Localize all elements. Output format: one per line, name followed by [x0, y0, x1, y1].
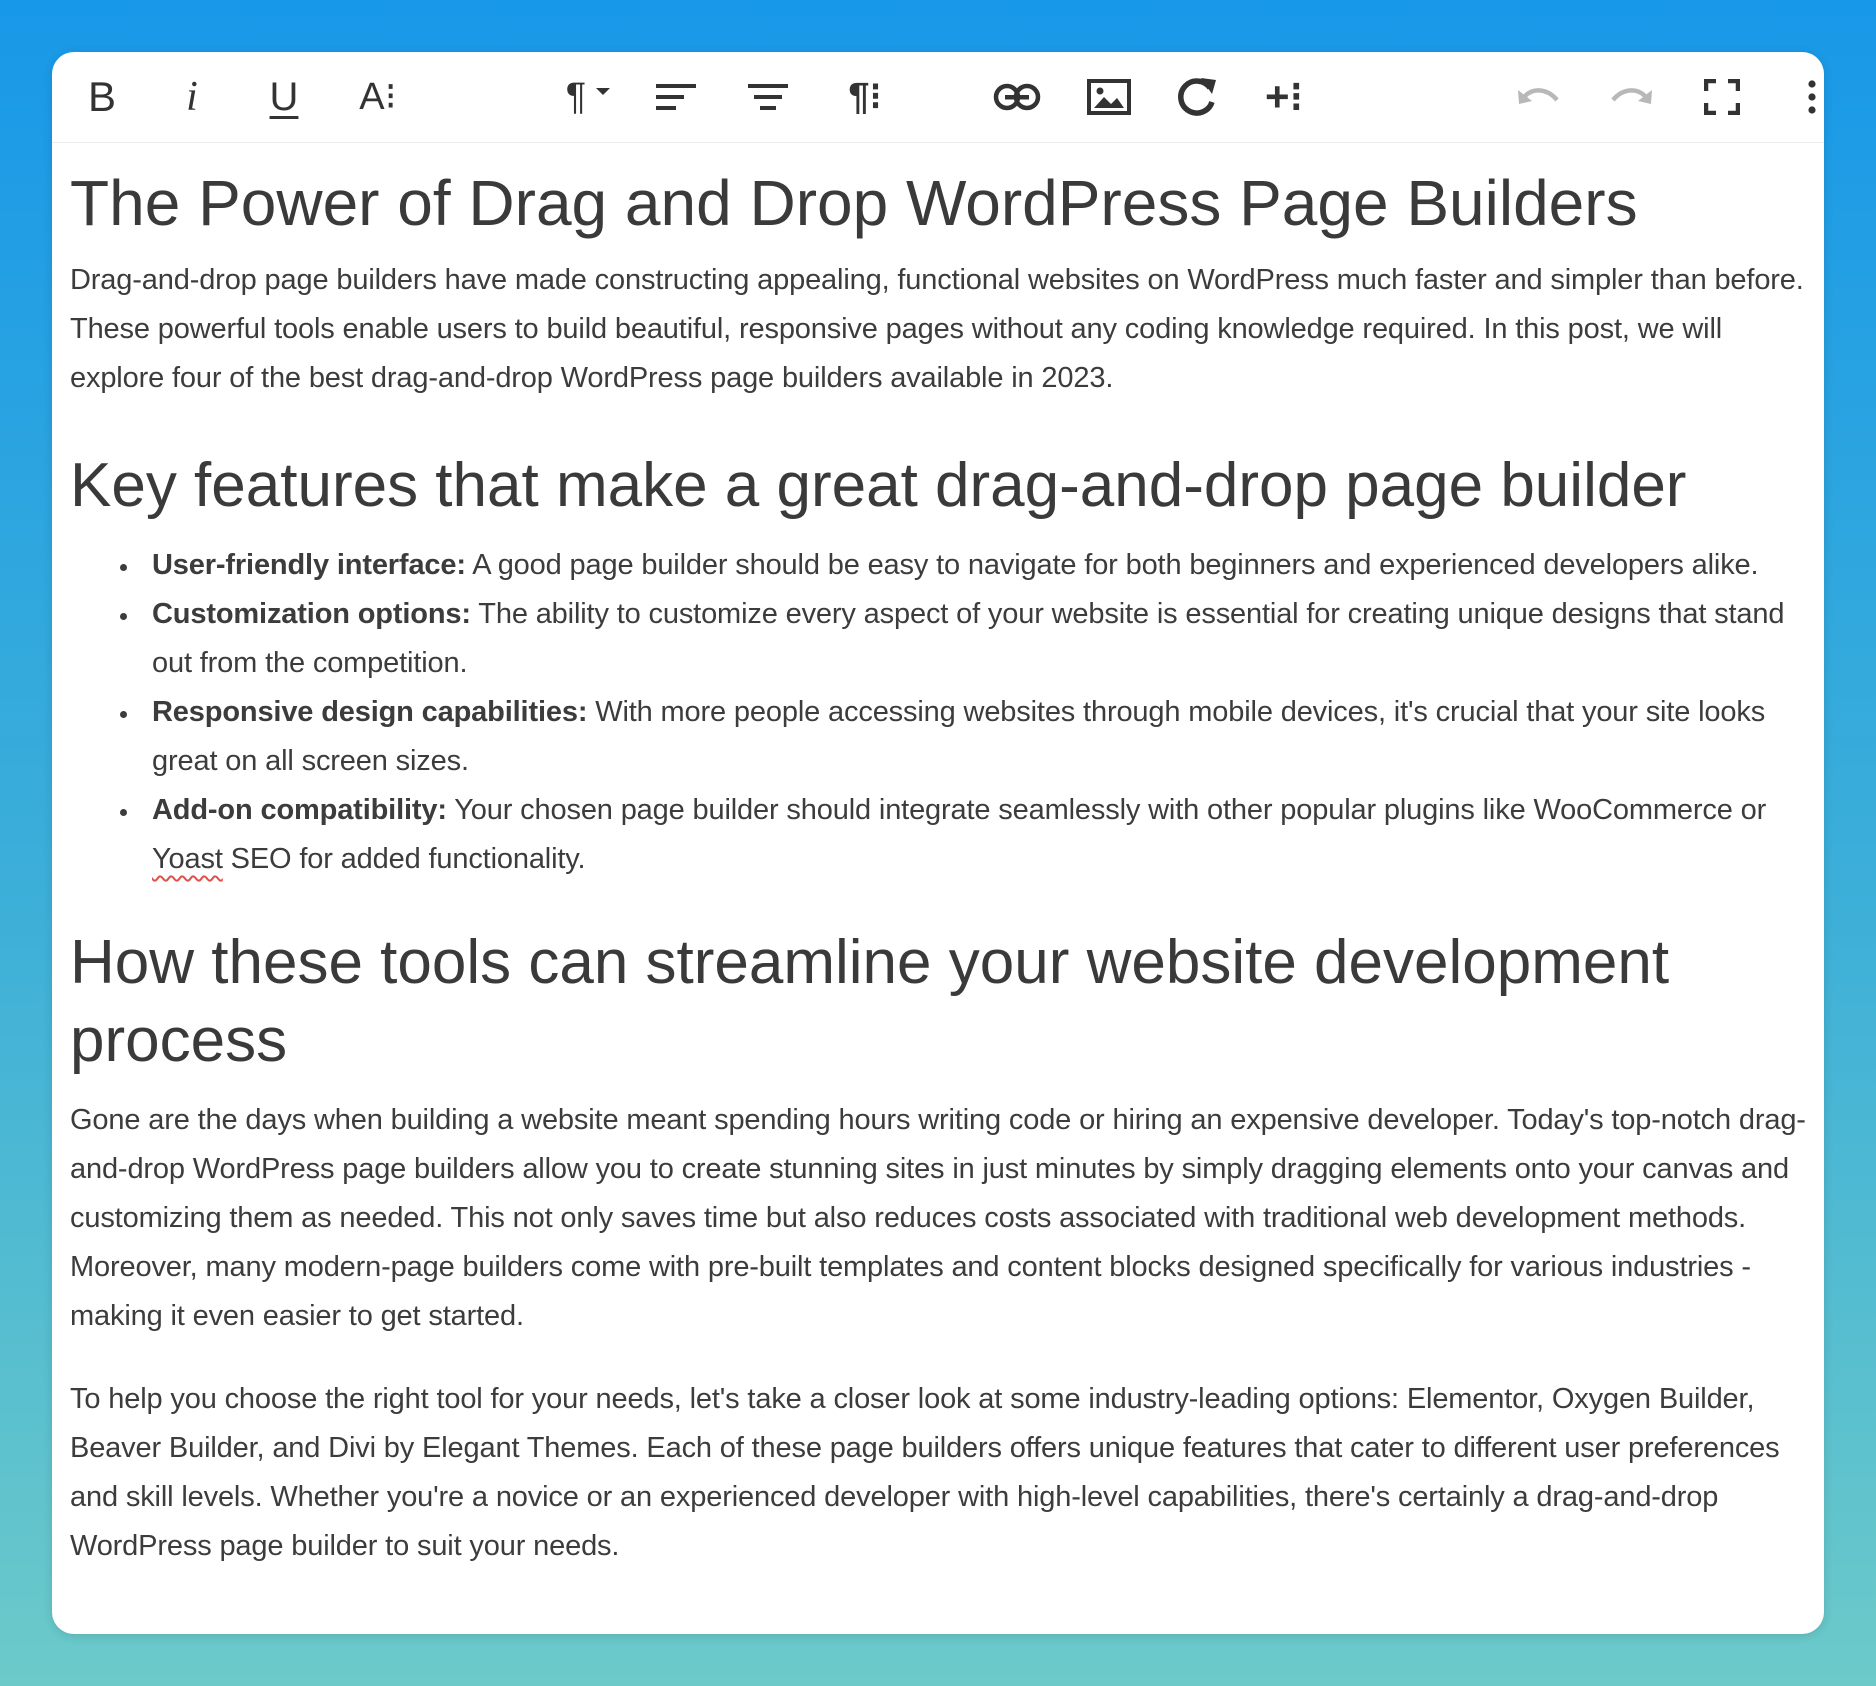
insert-more-button[interactable]	[1254, 69, 1314, 125]
redo-button[interactable]	[1602, 69, 1662, 125]
insert-image-button[interactable]	[1080, 69, 1138, 125]
plus-icon: +⁝	[1265, 73, 1303, 120]
list-item-text: The ability to customize every aspect of your website is essential for creating unique designs that stand out from the competition.	[152, 598, 1785, 679]
list-item	[140, 590, 1810, 688]
refresh-icon	[1174, 74, 1220, 120]
section-heading-streamline: How these tools can streamline your website development process	[70, 928, 1670, 1075]
undo-icon	[1515, 84, 1561, 110]
font-size-button[interactable]	[348, 69, 408, 125]
rich-text-editor	[52, 52, 1824, 1634]
body-paragraph: Gone are the days when building a website meant spending hours writing code or hiring an expensive developer. Today's top-notch drag-and-drop WordPress page builders allow you to create stunning sites in just minutes by simply dragging elements onto your canvas and customizing them as needed. This not only saves time but also reduces costs associated with traditional web development methods. Moreover, many modern-page builders come with pre-built templates and content blocks designed specifically for various industries - making it even easier to get started.	[70, 1104, 1806, 1332]
editor-content[interactable]	[70, 164, 1810, 1605]
paragraph-format-dropdown[interactable]	[552, 69, 626, 125]
bold-icon: B	[87, 73, 116, 120]
list-item-term: Customization options:	[152, 598, 471, 630]
list-item-text: SEO for added functionality.	[222, 843, 586, 875]
link-icon	[993, 82, 1041, 112]
redo-icon	[1609, 84, 1655, 110]
image-icon	[1086, 78, 1132, 116]
caret-down-icon	[594, 86, 612, 98]
paragraph-style-button[interactable]	[834, 69, 896, 125]
fullscreen-button[interactable]	[1694, 69, 1750, 125]
italic-icon: i	[186, 74, 198, 120]
list-item-text: With more people accessing websites through mobile devices, it's crucial that your site looks great on all screen sizes.	[152, 696, 1766, 777]
align-center-button[interactable]	[740, 69, 796, 125]
features-list	[70, 541, 1810, 884]
bold-button[interactable]	[74, 69, 130, 125]
editor-toolbar	[52, 52, 1824, 143]
misspelled-word[interactable]: Yoast	[152, 843, 223, 875]
post-title: The Power of Drag and Drop WordPress Page Builders	[70, 167, 1638, 239]
font-size-icon: A⁝	[359, 76, 397, 118]
undo-button[interactable]	[1508, 69, 1568, 125]
align-left-button[interactable]	[648, 69, 704, 125]
insert-link-button[interactable]	[988, 69, 1046, 125]
list-item-term: User-friendly interface:	[152, 549, 466, 581]
list-item-text: Your chosen page builder should integrate seamlessly with other popular plugins like WooCommerce or	[446, 794, 1767, 826]
list-item-term: Responsive design capabilities:	[152, 696, 588, 728]
underline-icon: U	[269, 75, 299, 119]
pilcrow-icon: ¶	[565, 76, 587, 118]
paragraph-style-icon: ¶⁝	[848, 76, 882, 118]
list-item-text: A good page builder should be easy to navigate for both beginners and experienced developers alike.	[465, 549, 1759, 581]
fullscreen-icon	[1704, 79, 1740, 115]
list-item	[140, 541, 1810, 590]
list-item	[140, 688, 1810, 786]
vertical-dots-icon	[1807, 80, 1817, 114]
intro-paragraph: Drag-and-drop page builders have made constructing appealing, functional websites on WordPress much faster and simpler than before. These powerful tools enable users to build beautiful, responsive pages without any coding knowledge required. In this post, we will explore four of the best drag-and-drop WordPress page builders available in 2023.	[70, 264, 1804, 394]
refresh-button[interactable]	[1168, 69, 1226, 125]
underline-button[interactable]	[256, 69, 312, 125]
align-center-icon	[746, 80, 790, 114]
section-heading-key-features: Key features that make a great drag-and-drop page builder	[70, 451, 1687, 520]
body-paragraph: To help you choose the right tool for your needs, let's take a closer look at some industry-leading options: Elementor, Oxygen Builder, Beaver Builder, and Divi by Elegant Themes. Each of these page builders offers unique features that cater to different user preferences and skill levels. Whether you're a novice or an experienced developer with high-level capabilities, there's certainly a drag-and-drop WordPress page builder to suit your needs.	[70, 1383, 1780, 1562]
list-item	[140, 786, 1810, 884]
more-options-button[interactable]	[1788, 69, 1824, 125]
italic-button[interactable]	[164, 69, 220, 125]
list-item-term: Add-on compatibility:	[152, 794, 447, 826]
align-left-icon	[654, 80, 698, 114]
